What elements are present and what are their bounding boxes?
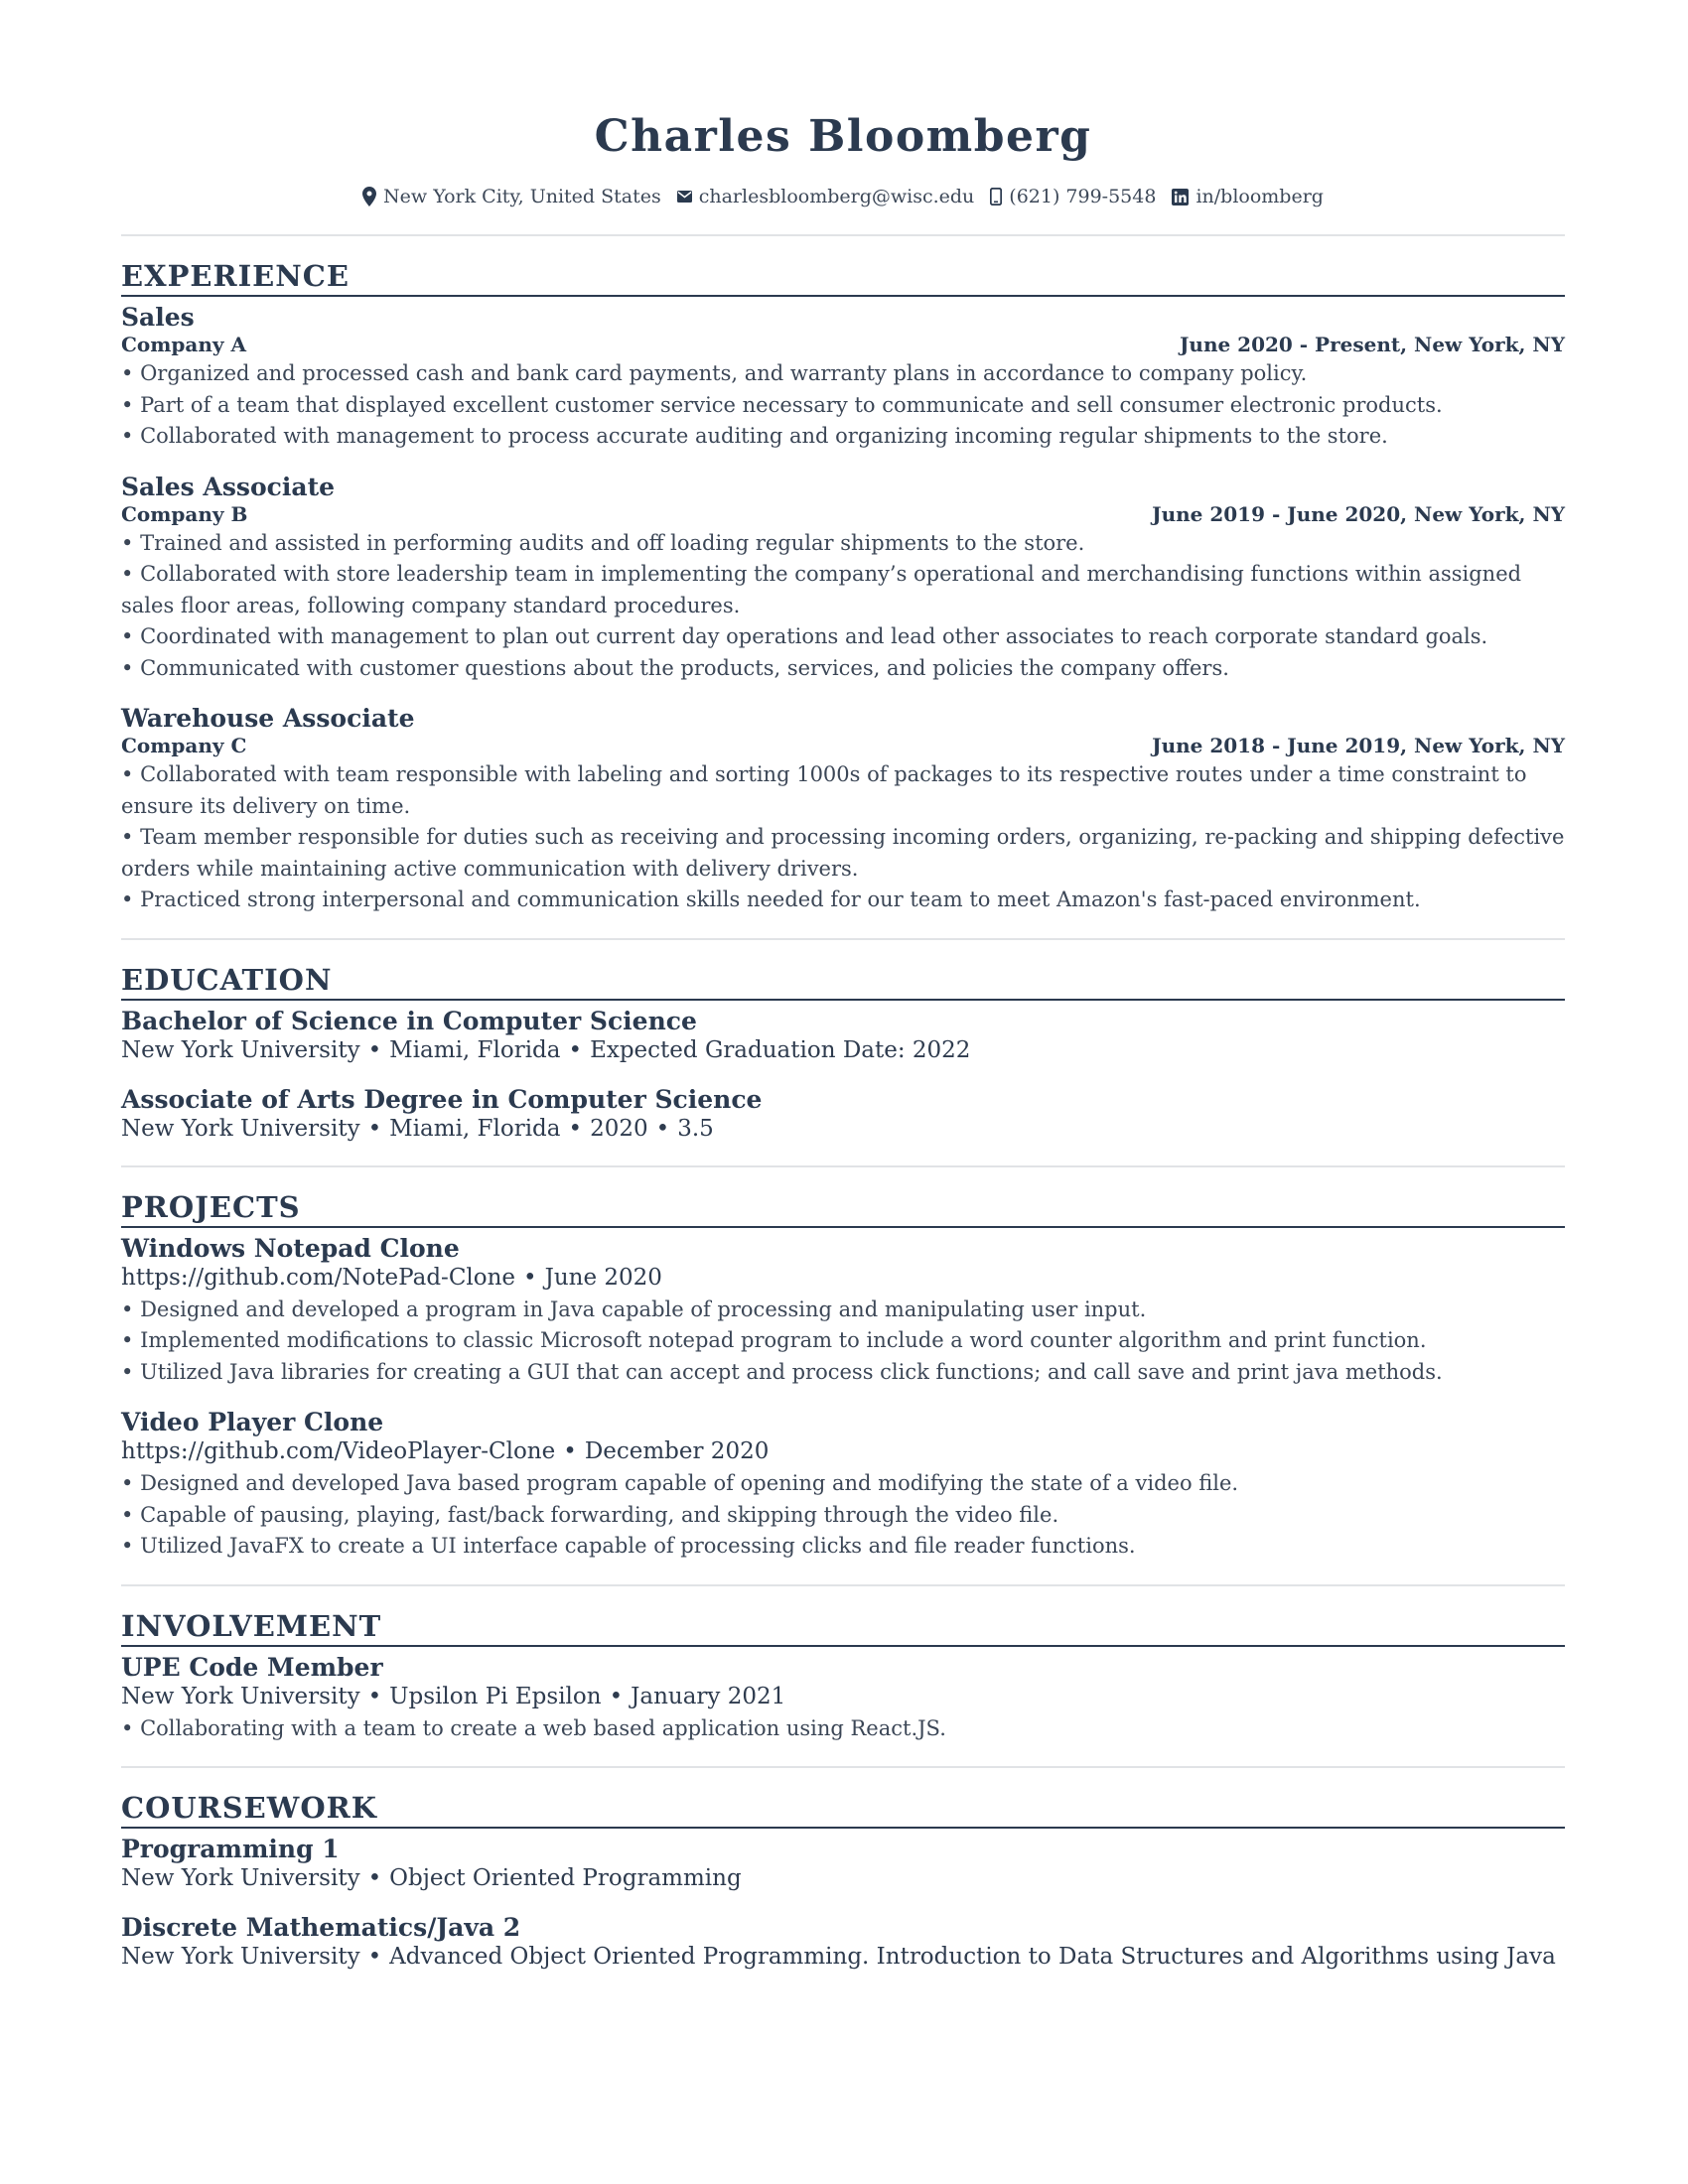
contact-location — [362, 186, 661, 207]
involvement-bullets — [121, 1713, 1565, 1745]
linkedin-icon — [1172, 189, 1189, 205]
involvement-section — [121, 1608, 1565, 1745]
divider — [121, 234, 1565, 236]
graduation-date: Expected Graduation Date: 2022 — [590, 1036, 971, 1063]
bullet: • Utilized Java libraries for creating a GUI that can accept and process click functions; and call save and print java methods. — [121, 1357, 1565, 1389]
section-title: EDUCATION — [121, 962, 1565, 1001]
involvement-role: UPE Code Member — [121, 1652, 383, 1682]
job-company: Company B — [121, 501, 248, 526]
bullet: • Organized and processed cash and bank card payments, and warranty plans in accordance to company policy. — [121, 358, 1565, 390]
gpa: 3.5 — [677, 1115, 714, 1142]
bullet: • Trained and assisted in performing audits and off loading regular shipments to the store. — [121, 528, 1565, 560]
divider — [121, 1584, 1565, 1586]
school-name: New York University — [121, 1865, 360, 1891]
phone-icon — [990, 188, 1002, 205]
project-entry — [121, 1234, 1565, 1389]
job-entry — [121, 473, 1565, 685]
course-name: Discrete Mathematics/Java 2 — [121, 1913, 521, 1942]
project-details: https://github.com/VideoPlayer-Clone • December 2020 — [121, 1438, 770, 1464]
project-bullets — [121, 1468, 1565, 1563]
candidate-name: Charles Bloomberg — [594, 111, 1092, 162]
experience-section — [121, 258, 1565, 916]
contact-linkedin[interactable] — [1172, 186, 1324, 207]
section-title: INVOLVEMENT — [121, 1608, 1565, 1647]
email-text[interactable]: charlesbloomberg@wisc.edu — [698, 186, 975, 207]
school-location: Miami, Florida — [389, 1036, 561, 1063]
school-name: New York University — [121, 1115, 360, 1142]
bullet: • Collaborating with a team to create a web based application using React.JS. — [121, 1713, 1565, 1745]
resume-page — [121, 0, 1565, 1972]
bullet: • Practiced strong interpersonal and communication skills needed for our team to meet Amazon's fast-paced environment. — [121, 885, 1565, 916]
course-name: Programming 1 — [121, 1835, 340, 1863]
project-entry — [121, 1408, 1565, 1563]
location-pin-icon — [362, 187, 376, 206]
projects-section — [121, 1189, 1565, 1563]
education-entry — [121, 1007, 1565, 1065]
school-name: New York University — [121, 1944, 360, 1970]
project-name: Windows Notepad Clone — [121, 1233, 460, 1263]
job-meta-row — [121, 502, 1565, 526]
job-dates-location: June 2020 - Present, New York, NY — [1179, 333, 1565, 356]
divider — [121, 1165, 1565, 1167]
linkedin-text[interactable]: in/bloomberg — [1196, 186, 1324, 207]
job-bullets — [121, 358, 1565, 453]
location-text: New York City, United States — [383, 186, 661, 207]
course-details: New York University • Object Oriented Programming — [121, 1865, 742, 1891]
project-date: June 2020 — [544, 1264, 662, 1291]
job-bullets — [121, 528, 1565, 685]
involvement-entry — [121, 1653, 1565, 1745]
email-icon — [677, 191, 692, 203]
project-name: Video Player Clone — [121, 1408, 384, 1436]
job-bullets — [121, 759, 1565, 916]
phone-text[interactable]: (621) 799-5548 — [1009, 186, 1157, 207]
course-description: Object Oriented Programming — [389, 1865, 742, 1891]
section-title: COURSEWORK — [121, 1790, 1565, 1829]
organization-name: Upsilon Pi Epsilon — [389, 1683, 602, 1709]
involvement-details: New York University • Upsilon Pi Epsilon • January 2021 — [121, 1683, 786, 1709]
divider — [121, 938, 1565, 940]
job-meta-row — [121, 734, 1565, 757]
involvement-date: January 2021 — [631, 1683, 786, 1709]
bullet: • Designed and developed Java based program capable of opening and modifying the state of a video file. — [121, 1468, 1565, 1500]
course-entry — [121, 1835, 1565, 1893]
education-entry — [121, 1085, 1565, 1144]
project-url[interactable]: https://github.com/NotePad-Clone — [121, 1264, 516, 1291]
job-company: Company C — [121, 734, 247, 757]
bullet: • Implemented modifications to classic Microsoft notepad program to include a word counter algorithm and print function. — [121, 1325, 1565, 1357]
project-details: https://github.com/NotePad-Clone • June 2020 — [121, 1264, 662, 1291]
bullet: • Coordinated with management to plan out current day operations and lead other associates to reach corporate standard goals. — [121, 621, 1565, 653]
bullet: • Collaborated with store leadership team in implementing the company’s operational and merchandising functions within assigned sales floor areas, following company standard procedures. — [121, 559, 1565, 621]
contact-phone[interactable] — [990, 186, 1156, 207]
project-url[interactable]: https://github.com/VideoPlayer-Clone — [121, 1438, 556, 1464]
school-location: Miami, Florida — [389, 1115, 561, 1142]
education-details: New York University • Miami, Florida • Expected Graduation Date: 2022 — [121, 1036, 971, 1063]
project-bullets — [121, 1295, 1565, 1389]
job-role: Sales Associate — [121, 472, 336, 501]
contact-bar — [121, 183, 1565, 210]
bullet: • Collaborated with team responsible with labeling and sorting 1000s of packages to its respective routes under a time constraint to ensure its delivery on time. — [121, 759, 1565, 822]
bullet: • Communicated with customer questions about the products, services, and policies the company offers. — [121, 653, 1565, 685]
bullet: • Designed and developed a program in Java capable of processing and manipulating user input. — [121, 1295, 1565, 1326]
course-details: New York University • Advanced Object Oriented Programming. Introduction to Data Structures and Algorithms using Java — [121, 1944, 1556, 1970]
job-entry — [121, 704, 1565, 916]
degree-title: Bachelor of Science in Computer Science — [121, 1006, 697, 1035]
contact-email[interactable] — [677, 186, 975, 207]
coursework-section — [121, 1790, 1565, 1972]
bullet: • Team member responsible for duties such as receiving and processing incoming orders, organizing, re-packing and shipping defective orders while maintaining active communication with delivery drivers. — [121, 822, 1565, 885]
job-role: Warehouse Associate — [121, 704, 415, 733]
project-date: December 2020 — [584, 1438, 770, 1464]
job-dates-location: June 2019 - June 2020, New York, NY — [1152, 501, 1565, 526]
course-entry — [121, 1913, 1565, 1972]
job-company: Company A — [121, 333, 247, 356]
job-role: Sales — [121, 303, 195, 332]
course-description: Advanced Object Oriented Programming. Introduction to Data Structures and Algorithms using Java — [389, 1944, 1556, 1970]
section-title: PROJECTS — [121, 1189, 1565, 1228]
section-title: EXPERIENCE — [121, 258, 1565, 297]
school-name: New York University — [121, 1683, 360, 1709]
education-section — [121, 962, 1565, 1144]
graduation-year: 2020 — [590, 1115, 648, 1142]
education-details: New York University • Miami, Florida • 2020 • 3.5 — [121, 1115, 714, 1142]
job-dates-location: June 2018 - June 2019, New York, NY — [1152, 734, 1565, 757]
bullet: • Utilized JavaFX to create a UI interface capable of processing clicks and file reader functions. — [121, 1531, 1565, 1563]
bullet: • Collaborated with management to process accurate auditing and organizing incoming regular shipments to the store. — [121, 421, 1565, 453]
school-name: New York University — [121, 1036, 360, 1063]
bullet: • Capable of pausing, playing, fast/back forwarding, and skipping through the video file. — [121, 1500, 1565, 1532]
bullet: • Part of a team that displayed excellent customer service necessary to communicate and sell consumer electronic products. — [121, 390, 1565, 422]
job-meta-row — [121, 333, 1565, 356]
divider — [121, 1766, 1565, 1768]
degree-title: Associate of Arts Degree in Computer Science — [121, 1084, 763, 1114]
job-entry — [121, 303, 1565, 453]
